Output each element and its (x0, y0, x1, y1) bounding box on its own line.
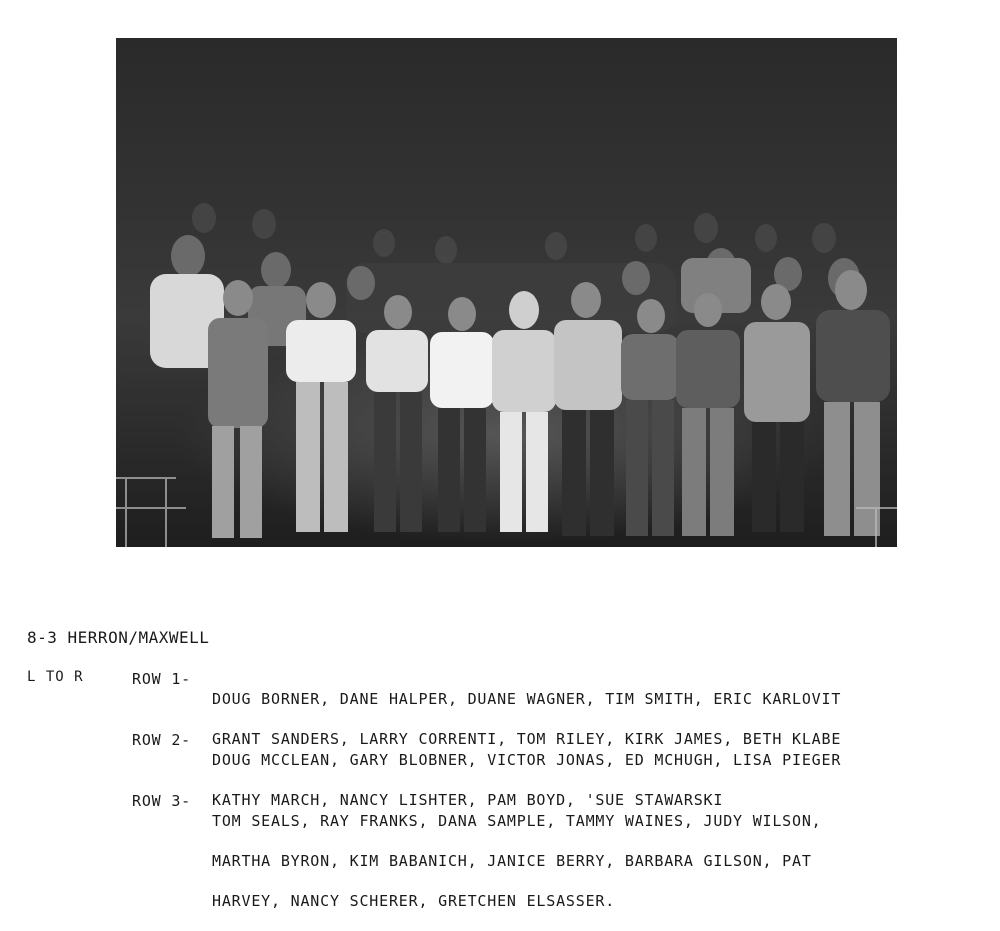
name-line: TOM SEALS, RAY FRANKS, DANA SAMPLE, TAMMY WAINES, JUDY WILSON, (212, 812, 822, 830)
name-line: DOUG BORNER, DANE HALPER, DUANE WAGNER, TIM SMITH, ERIC KARLOVIT (212, 690, 842, 708)
class-group-photo (116, 38, 897, 547)
row-names-text (212, 791, 962, 931)
name-line: DOUG MCCLEAN, GARY BLOBNER, VICTOR JONAS, ED MCHUGH, LISA PIEGER (212, 751, 842, 769)
row-label: ROW 2- (132, 731, 191, 749)
row-label: ROW 3- (132, 792, 191, 810)
row-label: ROW 1- (132, 670, 191, 688)
photo-caption-title: 8-3 HERRON/MAXWELL (27, 628, 210, 647)
name-line: MARTHA BYRON, KIM BABANICH, JANICE BERRY, BARBARA GILSON, PAT (212, 852, 812, 870)
name-line: GRANT SANDERS, LARRY CORRENTI, TOM RILEY, KIRK JAMES, BETH KLABE (212, 730, 842, 748)
name-line: KATHY MARCH, NANCY LISHTER, PAM BOYD, 'SUE STAWARSKI (212, 791, 724, 809)
photo-figures (116, 38, 897, 547)
left-to-right-label: L TO R (27, 669, 84, 685)
name-line: HARVEY, NANCY SCHERER, GRETCHEN ELSASSER. (212, 892, 616, 910)
